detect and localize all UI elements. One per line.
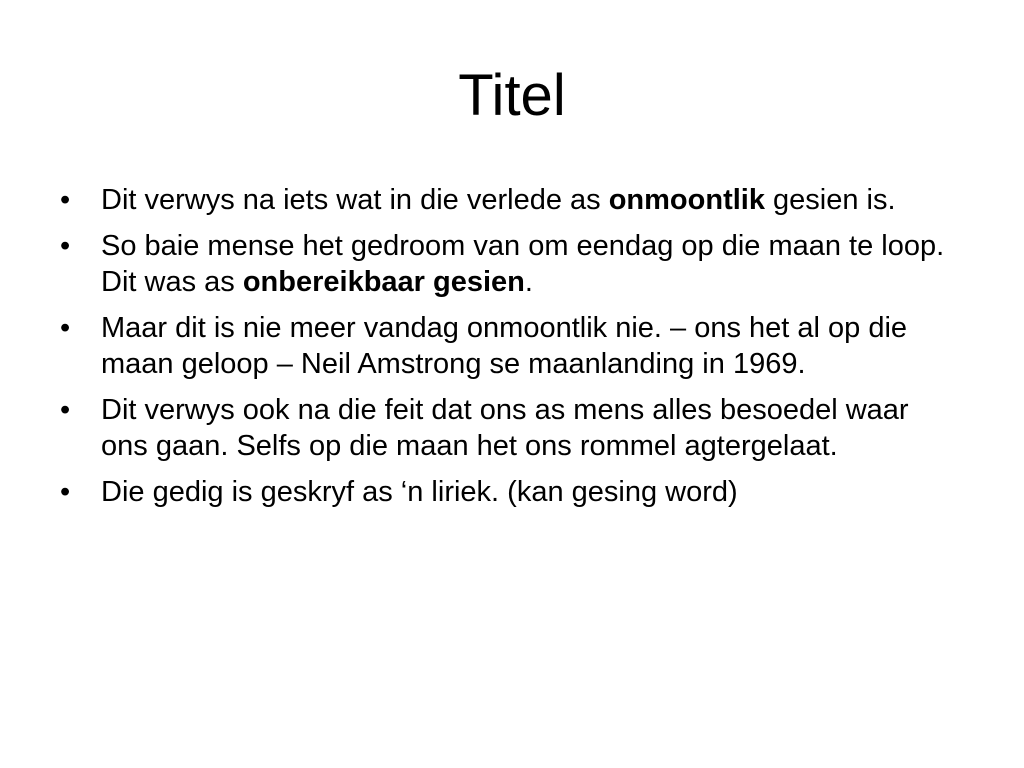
bullet-text: So baie mense het gedroom van om eendag op die maan te loop. Dit was as <box>101 230 945 298</box>
bullet-dot-icon: • <box>60 312 71 344</box>
bullet-dot-icon: • <box>60 184 71 216</box>
bullet-text: Dit verwys na iets wat in die verlede as <box>101 184 609 216</box>
bullet-item <box>60 228 960 300</box>
bullet-text: Dit verwys ook na die feit dat ons as mens alles besoedel waar ons gaan. Selfs op die maan het ons rommel agtergelaat. <box>101 394 909 462</box>
bullet-dot-icon: • <box>60 476 71 508</box>
slide-title: Titel <box>458 63 566 128</box>
bullet-item <box>60 474 960 510</box>
bullet-list <box>60 182 960 520</box>
bullet-text: . <box>524 266 533 298</box>
bullet-item <box>60 182 960 218</box>
bullet-item <box>60 392 960 464</box>
bullet-dot-icon: • <box>60 394 71 426</box>
bullet-text: Die gedig is geskryf as ‘n liriek. (kan gesing word) <box>101 476 738 508</box>
bullet-dot-icon: • <box>60 230 71 262</box>
bullet-bold-text: onbereikbaar gesien <box>242 266 525 298</box>
bullet-text: gesien is. <box>764 184 896 216</box>
bullet-text: Maar dit is nie meer vandag onmoontlik nie. – ons het al op die maan geloop – Neil Amstrong se maanlanding in 1969. <box>101 312 908 380</box>
bullet-bold-text: onmoontlik <box>608 184 765 216</box>
bullet-item <box>60 310 960 382</box>
